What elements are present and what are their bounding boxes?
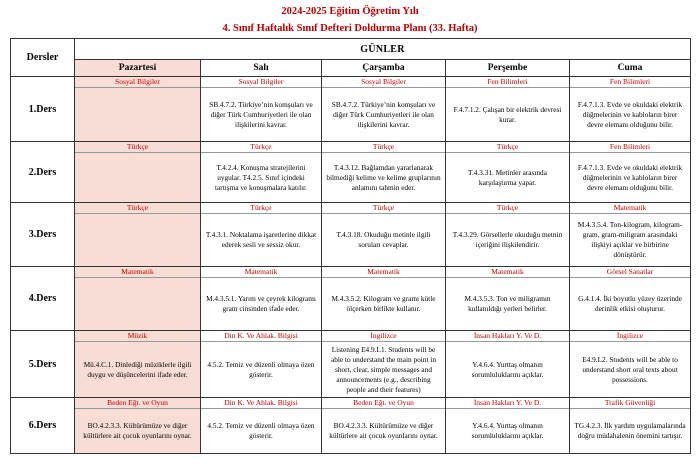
lesson-cell — [570, 331, 691, 398]
subject-label: Türkçe — [322, 203, 445, 214]
subject-label: Beden Eğt. ve Oyun — [322, 398, 445, 409]
lesson-cell — [201, 77, 322, 142]
lesson-label: 5.Ders — [11, 331, 75, 398]
lesson-cell — [322, 331, 446, 398]
subject-label: Fen Bilimleri — [446, 77, 569, 88]
table-row — [11, 142, 691, 203]
subject-label: Matematik — [570, 203, 690, 214]
subject-label: Fen Bilimleri — [570, 142, 690, 153]
lesson-cell — [570, 203, 691, 267]
page-title: 2024-2025 Eğitim Öğretim Yılı — [281, 6, 419, 17]
subject-label: Müzik — [75, 331, 200, 342]
lesson-cell — [570, 398, 691, 454]
outcome-text: F.4.7.1.3. Evde ve okuldaki elektrik düğmelerinin ve kabloların birer devre elemanı olduğunu bilir. — [577, 162, 683, 192]
subject-label: Din K. Ve Ahlak. Bilgisi — [201, 398, 321, 409]
lesson-cell — [75, 142, 201, 203]
outcome-text: Mü.4.C.1. Dinlediği müziklerle ilgili duygu ve düşüncelerini ifade eder. — [83, 359, 192, 379]
table-row — [11, 398, 691, 454]
outcome-text: M.4.3.5.4. Ton-kilogram, kilogram-gram, gram-miligram arasındaki ilişkiyi açıklar ve birbirine dönüştürür. — [577, 220, 683, 259]
outcome-text: TG.4.2.3. İlk yardım uygulamalarında doğru müdahalenin önemini tartışır. — [574, 421, 686, 440]
outcome-text: G.4.1.4. İki boyutlu yüzey üzerinde derinlik etkisi oluşturur. — [578, 294, 682, 313]
subject-label: Matematik — [75, 267, 200, 278]
lesson-cell — [446, 77, 570, 142]
outcome-text: M.4.3.5.3. Ton ve miligramın kullanıldığı yerleri belirler. — [464, 294, 551, 313]
subject-label: Matematik — [322, 267, 445, 278]
lesson-cell — [446, 267, 570, 331]
table-row — [11, 331, 691, 398]
lesson-cell — [75, 77, 201, 142]
outcome-text: 4.5.2. Temiz ve düzenli olmaya özen gösterir. — [207, 421, 315, 440]
day-header: Pazartesi — [75, 60, 201, 77]
subject-label: Türkçe — [201, 203, 321, 214]
subject-label: Sosyal Bilgiler — [322, 77, 445, 88]
lesson-cell — [201, 398, 322, 454]
lesson-cell — [322, 203, 446, 267]
outcome-text: SB.4.7.2. Türkiye’nin komşuları ve diğer Türk Cumhuriyetleri ile olan ilişkilerini kavrar. — [331, 99, 436, 129]
lesson-cell — [446, 142, 570, 203]
outcome-text: SB.4.7.2. Türkiye’nin komşuları ve diğer Türk Cumhuriyetleri ile olan ilişkilerini kavrar. — [209, 99, 313, 129]
day-header: Cuma — [570, 60, 691, 77]
subject-label: Türkçe — [446, 203, 569, 214]
subject-label: Görsel Sanatlar — [570, 267, 690, 278]
outcome-text: M.4.3.5.1. Yarım ve çeyrek kilogramı gram cinsinden ifade eder. — [206, 294, 316, 313]
day-header: Perşembe — [446, 60, 570, 77]
table-row — [11, 203, 691, 267]
lesson-cell — [75, 203, 201, 267]
outcome-text: 4.5.2. Temiz ve düzenli olmaya özen gösterir. — [207, 359, 315, 379]
dersler-header: Dersler — [11, 39, 75, 77]
lesson-cell — [322, 77, 446, 142]
lesson-cell — [75, 398, 201, 454]
table-row — [11, 267, 691, 331]
lesson-cell — [322, 398, 446, 454]
subject-label: Beden Eğt. ve Oyun — [75, 398, 200, 409]
lesson-cell — [75, 331, 201, 398]
lesson-label: 2.Ders — [11, 142, 75, 203]
subject-label: Türkçe — [201, 142, 321, 153]
page-subtitle: 4. Sınıf Haftalık Sınıf Defteri Doldurma Planı (33. Hafta) — [222, 23, 478, 34]
subject-label: Sosyal Bilgiler — [201, 77, 321, 88]
lesson-cell — [201, 331, 322, 398]
day-header: Çarşamba — [322, 60, 446, 77]
lesson-cell — [201, 142, 322, 203]
subject-label: Türkçe — [75, 203, 200, 214]
outcome-text: BO.4.2.3.3. Kültürümüze ve diğer kültürlere ait çocuk oyunlarını oynar. — [83, 421, 192, 440]
outcome-text: T.4.3.18. Okuduğu metinle ilgili soruları cevaplar. — [336, 230, 431, 249]
outcome-text: T.4.3.29. Görsellerle okuduğu metnin içeriğini ilişkilendirir. — [452, 230, 563, 249]
lesson-cell — [446, 398, 570, 454]
lesson-label: 1.Ders — [11, 77, 75, 142]
lesson-label: 3.Ders — [11, 203, 75, 267]
subject-label: Sosyal Bilgiler — [75, 77, 200, 88]
lesson-cell — [322, 267, 446, 331]
outcome-text: Y.4.6.4. Yurttaş olmanın sorumluluklarını açıklar. — [471, 421, 544, 440]
subject-label: Trafik Güvenliği — [570, 398, 690, 409]
lesson-cell — [570, 142, 691, 203]
outcome-text: T.4.3.31. Metinler arasında karşılaştırma yapar. — [468, 167, 547, 187]
subject-label: Türkçe — [75, 142, 200, 153]
subject-label: Türkçe — [446, 142, 569, 153]
outcome-text: F.4.7.1.2. Çalışan bir elektrik devresi kurar. — [453, 104, 562, 124]
subject-label: Türkçe — [322, 142, 445, 153]
subject-label: İngilizce — [322, 331, 445, 342]
outcome-text: F.4.7.1.3. Evde ve okuldaki elektrik düğmelerinin ve kabloların birer devre elemanı olduğunu bilir. — [577, 99, 683, 129]
gunler-header: GÜNLER — [75, 39, 691, 60]
lesson-label: 4.Ders — [11, 267, 75, 331]
weekly-plan-table — [10, 38, 691, 454]
lesson-cell — [322, 142, 446, 203]
lesson-cell — [570, 77, 691, 142]
lesson-cell — [446, 203, 570, 267]
table-row — [11, 77, 691, 142]
lesson-cell — [75, 267, 201, 331]
subject-label: Din K. Ve Ahlak. Bilgisi — [201, 331, 321, 342]
lesson-cell — [201, 203, 322, 267]
outcome-text: BO.4.2.3.3. Kültürümüze ve diğer kültürlere ait çocuk oyunlarını oynar. — [329, 421, 438, 440]
subject-label: İnsan Hakları Y. Ve D. — [446, 398, 569, 409]
outcome-text: E4.9.L2. Students will be able to understand short oral texts about possessions. — [582, 354, 678, 384]
outcome-text: Listening E4.9.L1. Students will be able to understand the main point in short, clear, simple messages and announcements (e.g., describing people and their features) — [331, 344, 436, 394]
day-header: Salı — [201, 60, 322, 77]
subject-label: Matematik — [446, 267, 569, 278]
subject-label: Fen Bilimleri — [570, 77, 690, 88]
outcome-text: M.4.3.5.2. Kilogram ve gramı kütle ölçerken birlikte kullanır. — [331, 294, 436, 313]
outcome-text: T.4.3.1. Noktalama işaretlerine dikkat ederek sesli ve sessiz okur. — [205, 230, 317, 249]
lesson-label: 6.Ders — [11, 398, 75, 454]
outcome-text: Y.4.6.4. Yurttaş olmanın sorumluluklarını açıklar. — [471, 359, 544, 379]
lesson-cell — [201, 267, 322, 331]
outcome-text: T.4.3.12. Bağlamdan yararlanarak bilmediği kelime ve kelime gruplarının anlamını tahmin eder. — [326, 162, 441, 192]
subject-label: İnsan Hakları Y. Ve D. — [446, 331, 569, 342]
lesson-cell — [446, 331, 570, 398]
subject-label: Matematik — [201, 267, 321, 278]
lesson-cell — [570, 267, 691, 331]
subject-label: İngilizce — [570, 331, 690, 342]
outcome-text: T.4.2.4. Konuşma stratejilerini uygular. T4.2.5. Sınıf içindeki tartışma ve konuşmalara katılır. — [215, 162, 307, 192]
